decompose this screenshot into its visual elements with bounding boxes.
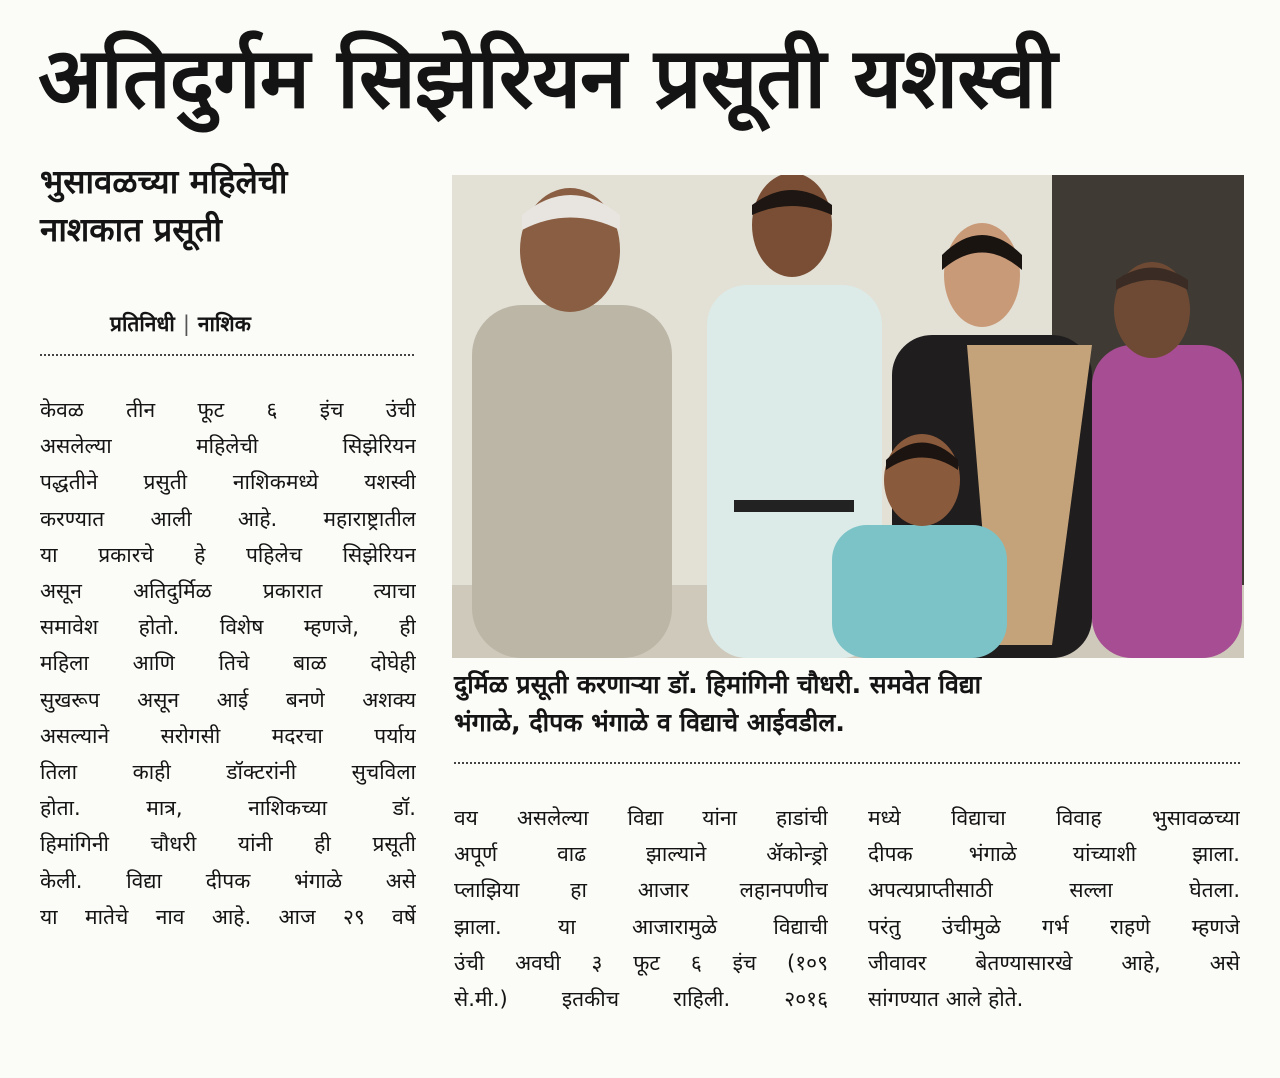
text-line: अपूर्ण वाढ झाल्याने ॲकोन्ड्रो (454, 842, 828, 867)
group-photo-illustration (452, 175, 1244, 658)
byline-city: नाशिक (197, 312, 251, 336)
byline-reporter: प्रतिनिधी (110, 312, 175, 336)
text-line: सांगण्यात आले होते. (868, 987, 1024, 1012)
text-line: असून अतिदुर्मिळ प्रकारात त्याचा (40, 579, 416, 604)
text-line: या मातेचे नाव आहे. आज २९ वर्षे (40, 904, 416, 929)
text-line: से.मी.) इतकीच राहिली. २०१६ (454, 987, 828, 1012)
text-line: वय असलेल्या विद्या यांना हाडांची (454, 806, 828, 830)
text-line: सुखरूप असून आई बनणे अशक्य (40, 687, 416, 712)
text-line: उंची अवघी ३ फूट ६ इंच (१०९ (454, 950, 828, 975)
article-column-2 (454, 800, 828, 1017)
text-line: जीवावर बेतण्यासारखे आहे, असे (868, 950, 1240, 975)
text-line: प्लाझिया हा आजार लहानपणीच (454, 878, 828, 903)
text-line: तिला काही डॉक्टरांनी सुचविला (40, 760, 416, 785)
article-column-3 (868, 800, 1240, 1017)
text-line: असलेल्या महिलेची सिझेरियन (40, 434, 416, 459)
divider (40, 354, 414, 356)
text-line: केवळ तीन फूट ६ इंच उंची (40, 398, 416, 422)
text-line: महिला आणि तिचे बाळ दोघेही (40, 651, 416, 676)
text-line: अपत्यप्राप्तीसाठी सल्ला घेतला. (868, 878, 1240, 903)
text-line: पद्धतीने प्रसुती नाशिकमध्ये यशस्वी (40, 470, 416, 495)
text-line: करण्यात आली आहे. महाराष्ट्रातील (40, 506, 416, 531)
byline (110, 306, 410, 342)
subheadline-line: भुसावळच्या महिलेची (40, 162, 288, 201)
text-line: परंतु उंचीमुळे गर्भ राहणे म्हणजे (868, 914, 1240, 939)
article-column-1 (40, 392, 416, 935)
caption-line: भंगाळे, दीपक भंगाळे व विद्याचे आईवडील. (454, 708, 845, 737)
text-line: या प्रकारचे हे पहिलेच सिझेरियन (40, 542, 416, 567)
text-line: केली. विद्या दीपक भंगाळे असे (40, 868, 416, 893)
text-line: असल्याने सरोगसी मदरचा पर्याय (40, 723, 416, 748)
headline: अतिदुर्गम सिझेरियन प्रसूती यशस्वी (38, 29, 1057, 127)
caption-line: दुर्मिळ प्रसूती करणाऱ्या डॉ. हिमांगिनी चौधरी. समवेत विद्या (454, 670, 982, 699)
subheadline-line: नाशकात प्रसूती (40, 210, 222, 249)
text-line: मध्ये विद्याचा विवाह भुसावळच्या (868, 806, 1240, 830)
news-photo (452, 175, 1244, 658)
divider (454, 762, 1240, 764)
text-line: होता. मात्र, नाशिकच्या डॉ. (40, 796, 416, 821)
text-line: झाला. या आजारामुळे विद्याची (454, 914, 828, 939)
byline-separator: | (182, 312, 190, 336)
text-line: दीपक भंगाळे यांच्याशी झाला. (868, 842, 1240, 867)
text-line: हिमांगिनी चौधरी यांनी ही प्रसूती (40, 832, 416, 857)
photo-caption (454, 666, 1244, 742)
subheadline (40, 158, 420, 254)
text-line: समावेश होतो. विशेष म्हणजे, ही (40, 615, 416, 640)
